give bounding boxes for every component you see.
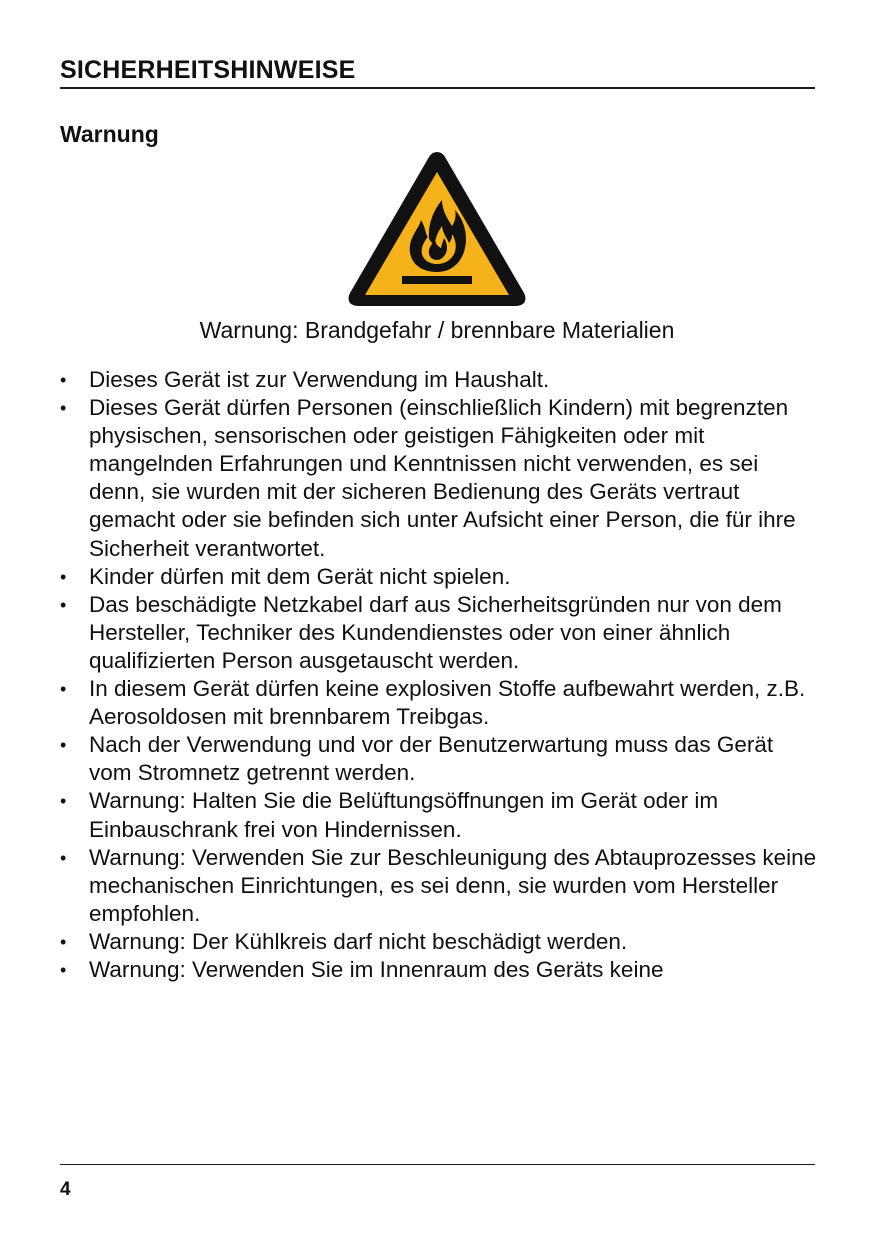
- bullet-icon: •: [60, 679, 67, 700]
- warning-heading: Warnung: [60, 121, 159, 147]
- bullet-icon: •: [60, 398, 67, 419]
- list-item-text: Dieses Gerät dürfen Personen (einschließlich Kindern) mit begrenzten physischen, sensorischen oder geistigen Fähigkeiten oder mit mangelnden Erfahrungen und Kenntnissen nicht verwenden, es sei denn, sie wurden mit der sicheren Bedienung des Geräts vertraut gemacht oder sie befinden sich unter Aufsicht einer Person, die für ihre Sicherheit verantwortet.: [89, 395, 796, 561]
- bullet-icon: •: [60, 370, 67, 390]
- safety-instructions-list: [60, 366, 820, 984]
- page-number: 4: [60, 1179, 71, 1200]
- list-item: [60, 675, 820, 731]
- list-item-text: Das beschädigte Netzkabel darf aus Sicherheitsgründen nur von dem Hersteller, Techniker des Kundendienstes oder von einer ähnlich qualifizierten Person ausgetauscht werden.: [89, 591, 782, 673]
- list-item-text: Warnung: Verwenden Sie im Innenraum des Geräts keine: [89, 956, 664, 982]
- list-item-text: Warnung: Der Kühlkreis darf nicht beschädigt werden.: [89, 928, 628, 954]
- list-item: [60, 394, 820, 563]
- list-item-text: Kinder dürfen mit dem Gerät nicht spielen.: [89, 563, 511, 589]
- list-item-text: Warnung: Verwenden Sie zur Beschleunigung des Abtauprozesses keine mechanischen Einrichtungen, es sei denn, sie wurden vom Hersteller empfohlen.: [89, 844, 817, 926]
- page-title: SICHERHEITSHINWEISE: [60, 56, 356, 84]
- list-item-text: Dieses Gerät ist zur Verwendung im Haushalt.: [89, 367, 550, 392]
- list-item: [60, 928, 820, 956]
- list-item-text: Nach der Verwendung und vor der Benutzerwartung muss das Gerät vom Stromnetz getrennt werden.: [89, 732, 774, 786]
- flammable-warning-icon: [346, 148, 528, 308]
- footer-divider: [60, 1164, 815, 1165]
- bullet-icon: •: [60, 791, 67, 812]
- bullet-icon: •: [60, 566, 67, 587]
- list-item: [60, 366, 820, 394]
- bullet-icon: •: [60, 735, 67, 756]
- bullet-icon: •: [60, 847, 67, 868]
- warning-caption: Warnung: Brandgefahr / brennbare Materialien: [199, 317, 675, 343]
- list-item: [60, 787, 820, 843]
- section-header: [60, 54, 815, 89]
- list-item: [60, 563, 820, 591]
- list-item-text: In diesem Gerät dürfen keine explosiven Stoffe aufbewahrt werden, z.B. Aerosoldosen mit brennbarem Treibgas.: [89, 676, 806, 730]
- list-item: [60, 591, 820, 675]
- bullet-icon: •: [60, 594, 67, 615]
- bullet-icon: •: [60, 959, 67, 980]
- list-item: [60, 956, 820, 984]
- list-item: [60, 844, 820, 928]
- list-item: [60, 731, 820, 787]
- bullet-icon: •: [60, 931, 67, 952]
- list-item-text: Warnung: Halten Sie die Belüftungsöffnungen im Gerät oder im Einbauschrank frei von Hindernissen.: [89, 788, 719, 842]
